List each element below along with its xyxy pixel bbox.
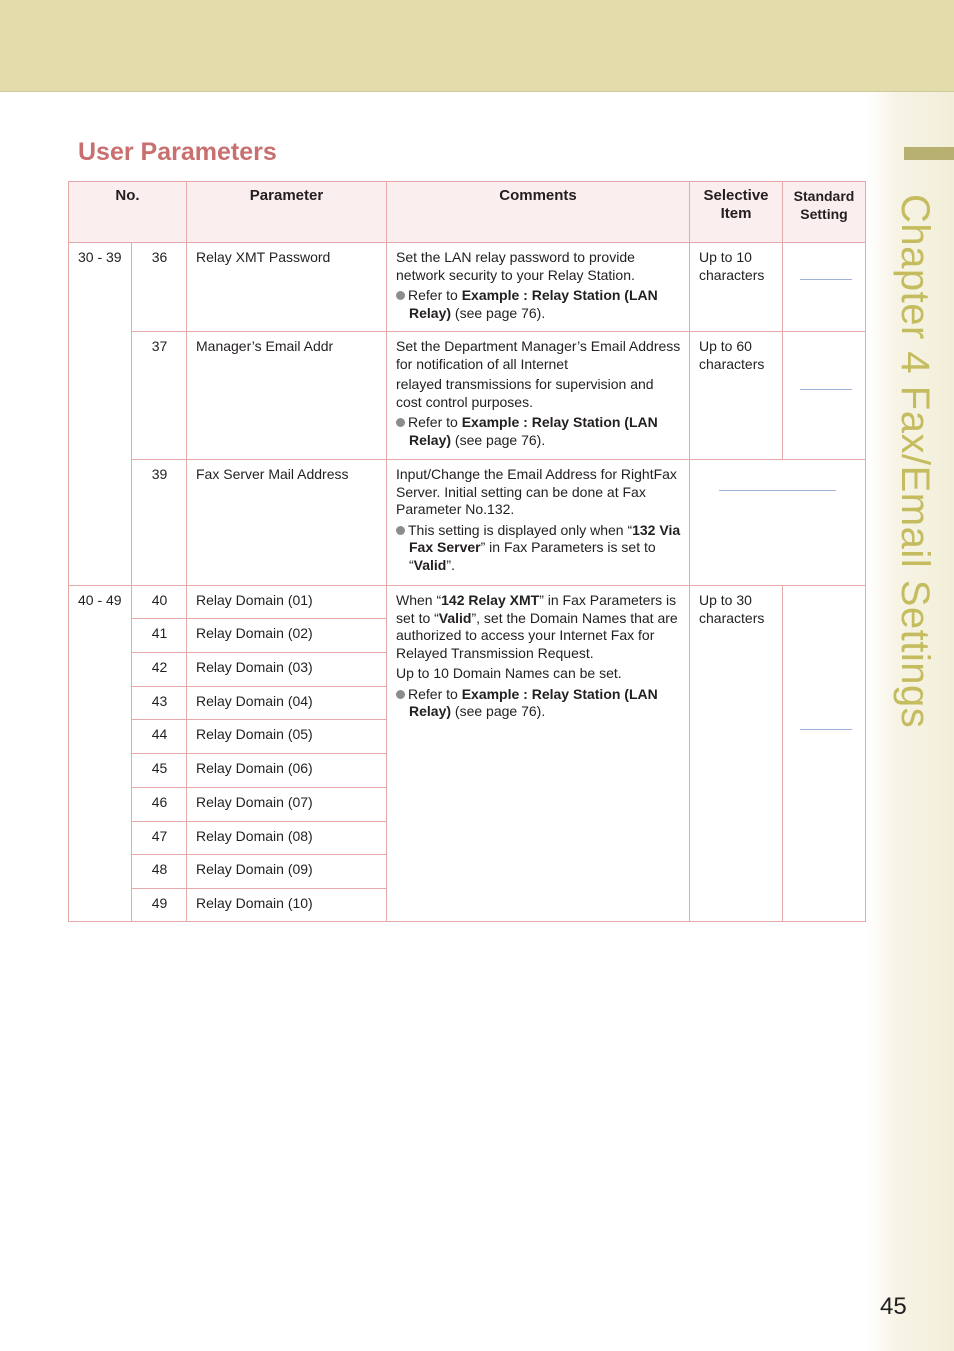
param-number: 48	[132, 855, 187, 889]
ref-page: (see page 76).	[451, 703, 546, 719]
table-row	[69, 586, 866, 619]
param-number: 43	[132, 687, 187, 720]
section-title: User Parameters	[78, 138, 277, 166]
comment-reference	[396, 414, 681, 449]
comment-reference	[396, 287, 681, 322]
param-number: 49	[132, 889, 187, 922]
user-parameters-table	[68, 181, 866, 922]
param-number: 44	[132, 720, 187, 754]
comment-text	[396, 592, 681, 662]
comment-bold: 142 Relay XMT	[441, 592, 540, 608]
ref-title: Example : Relay Station (LAN Relay)	[409, 685, 658, 719]
bullet-icon	[396, 526, 405, 535]
param-name: Relay Domain (06)	[187, 754, 387, 788]
bullet-icon	[396, 690, 405, 699]
note-text: ”.	[446, 556, 455, 573]
param-name: Relay Domain (09)	[187, 855, 387, 889]
standard-setting	[783, 586, 866, 922]
param-name: Relay XMT Password	[187, 243, 387, 332]
param-name: Relay Domain (10)	[187, 889, 387, 922]
comment-reference	[396, 686, 681, 721]
param-name: Relay Domain (08)	[187, 822, 387, 855]
ref-page: (see page 76).	[451, 431, 546, 448]
param-number: 39	[132, 460, 187, 586]
param-comments	[387, 460, 690, 586]
bullet-icon	[396, 418, 405, 427]
comment-part: When “	[396, 592, 442, 608]
header-standard-setting: Standard Setting	[783, 182, 866, 243]
comment-part: ”, set the Domain Names that are authorized to access your Internet Fax for Relayed Transmission Request.	[396, 609, 678, 661]
page-number: 45	[880, 1293, 907, 1320]
comment-text: Up to 10 Domain Names can be set.	[396, 665, 622, 681]
table-row	[69, 460, 866, 586]
table-row	[69, 243, 866, 332]
param-number: 47	[132, 822, 187, 855]
group-range: 30 - 39	[69, 243, 132, 586]
ref-page: (see page 76).	[451, 304, 546, 321]
header-no: No.	[69, 182, 187, 243]
header-comments: Comments	[387, 182, 690, 243]
ref-prefix: Refer to	[408, 287, 462, 303]
comment-text: Input/Change the Email Address for RightFax Server. Initial setting can be done at Fax Parameter No.132.	[396, 466, 677, 517]
header-band	[0, 0, 954, 92]
param-name: Manager’s Email Addr	[187, 332, 387, 460]
header-selective-item: Selective Item	[690, 182, 783, 243]
param-name: Relay Domain (04)	[187, 687, 387, 720]
param-number: 36	[132, 243, 187, 332]
chapter-title: Chapter 4 Fax/Email Settings	[893, 194, 937, 729]
selective-item: Up to 60 characters	[690, 332, 783, 460]
param-number: 37	[132, 332, 187, 460]
comment-text: Set the Department Manager’s Email Address for notification of all Internet	[396, 338, 681, 372]
note-text: ” in Fax Parameters is set to “	[409, 539, 656, 573]
param-comments	[387, 332, 690, 460]
table-header-row	[69, 182, 866, 243]
param-name: Relay Domain (02)	[187, 619, 387, 653]
ref-prefix: Refer to	[408, 685, 462, 702]
comment-note	[396, 522, 681, 575]
comment-text: relayed transmissions for supervision and cost control purposes.	[396, 376, 654, 410]
header-parameter: Parameter	[187, 182, 387, 243]
param-number: 45	[132, 754, 187, 788]
param-name: Relay Domain (01)	[187, 586, 387, 619]
param-name: Relay Domain (07)	[187, 788, 387, 822]
param-comments	[387, 586, 690, 922]
standard-setting	[783, 332, 866, 460]
comment-bold: Valid	[438, 609, 472, 626]
chapter-tab-marker	[904, 147, 954, 160]
selective-item: Up to 10 characters	[690, 243, 783, 332]
blank-setting-line	[800, 279, 852, 280]
comment-part: ” in Fax Parameters is set to “	[396, 592, 677, 626]
blank-setting-line	[800, 729, 852, 730]
ref-prefix: Refer to	[408, 414, 462, 430]
param-number: 46	[132, 788, 187, 822]
group-range: 40 - 49	[69, 586, 132, 922]
param-comments	[387, 243, 690, 332]
param-name: Relay Domain (05)	[187, 720, 387, 754]
bullet-icon	[396, 291, 405, 300]
note-text: This setting is displayed only when “	[408, 521, 633, 538]
selective-standard-merged	[690, 460, 866, 586]
note-bold: 132 Via Fax Server	[409, 521, 681, 555]
comment-text: Set the LAN relay password to provide network security to your Relay Station.	[396, 249, 635, 283]
param-number: 41	[132, 619, 187, 653]
param-number: 42	[132, 653, 187, 687]
blank-setting-line	[719, 490, 836, 491]
ref-title: Example : Relay Station (LAN Relay)	[409, 287, 658, 321]
param-number: 40	[132, 586, 187, 619]
blank-setting-line	[800, 389, 852, 390]
standard-setting	[783, 243, 866, 332]
note-bold: Valid	[413, 556, 447, 573]
param-name: Fax Server Mail Address	[187, 460, 387, 586]
selective-item: Up to 30 characters	[690, 586, 783, 922]
param-name: Relay Domain (03)	[187, 653, 387, 687]
ref-title: Example : Relay Station (LAN Relay)	[409, 414, 658, 448]
table-row	[69, 332, 866, 460]
